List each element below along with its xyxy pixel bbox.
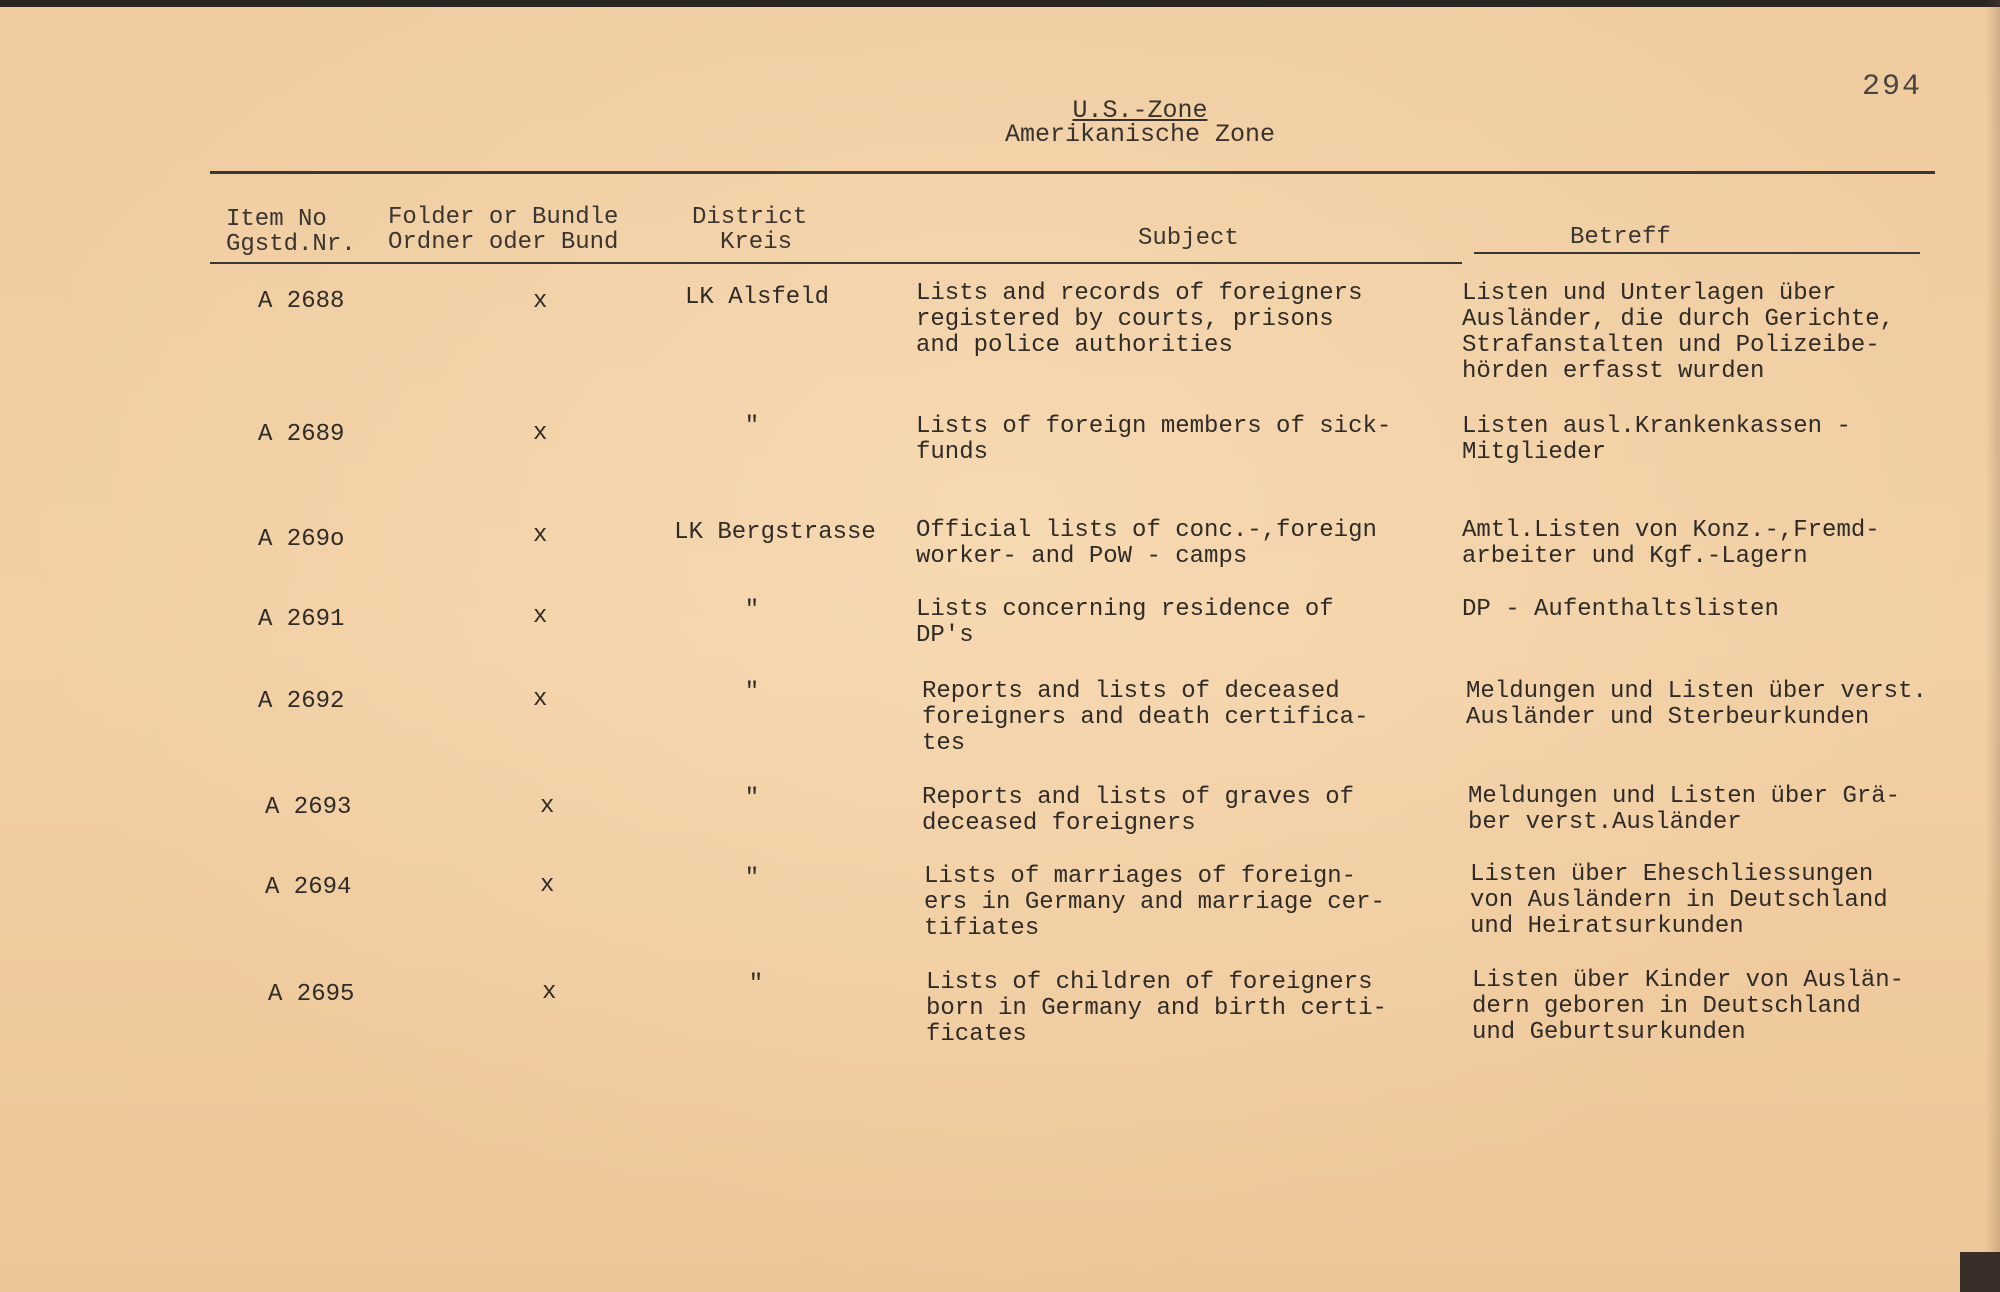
row-district-ditto: " xyxy=(744,679,760,706)
row-subject-line: funds xyxy=(916,439,989,466)
row-betreff-line: arbeiter und Kgf.-Lagern xyxy=(1462,543,1808,570)
row-district-ditto: " xyxy=(744,597,760,624)
row-betreff-line: Ausländer, die durch Gerichte, xyxy=(1462,306,1895,333)
row-district-ditto: " xyxy=(744,785,760,812)
row-subject-line: Lists of children of foreigners xyxy=(926,969,1373,996)
row-betreff-line: hörden erfasst wurden xyxy=(1462,358,1765,385)
row-folder-mark: x xyxy=(540,872,555,899)
row-subject-line: tifiates xyxy=(924,915,1040,942)
header-item-no-en: Item No xyxy=(226,206,327,233)
row-subject-line: Official lists of conc.-,foreign xyxy=(916,517,1377,544)
header-subject: Subject xyxy=(1138,225,1239,252)
row-betreff-line: DP - Aufenthaltslisten xyxy=(1462,596,1779,623)
row-folder-mark: x xyxy=(533,603,548,630)
row-item-number: A 2689 xyxy=(258,421,345,448)
row-betreff-line: Strafanstalten und Polizeibe- xyxy=(1462,332,1880,359)
row-item-number: A 2693 xyxy=(265,794,352,821)
row-item-number: A 2691 xyxy=(258,606,345,633)
row-betreff-line: Listen über Eheschliessungen xyxy=(1470,861,1874,888)
row-subject-line: Reports and lists of graves of xyxy=(922,784,1355,811)
zone-title-de: Amerikanische Zone xyxy=(1004,120,1276,149)
row-subject-line: and police authorities xyxy=(916,332,1233,359)
row-item-number: A 2694 xyxy=(265,874,352,901)
row-betreff-line: Meldungen und Listen über verst. xyxy=(1466,678,1927,705)
row-subject-line: registered by courts, prisons xyxy=(916,306,1334,333)
page-corner-shadow xyxy=(1960,1252,2000,1292)
row-betreff-line: Listen ausl.Krankenkassen - xyxy=(1462,413,1851,440)
row-district: LK Alsfeld xyxy=(684,284,830,311)
top-dark-edge xyxy=(0,0,2000,7)
header-betreff: Betreff xyxy=(1570,224,1671,251)
row-betreff-line: Listen und Unterlagen über xyxy=(1462,280,1837,307)
row-district-ditto: " xyxy=(744,865,760,892)
row-betreff-line: und Geburtsurkunden xyxy=(1472,1019,1746,1046)
row-betreff-line: ber verst.Ausländer xyxy=(1468,809,1742,836)
row-betreff-line: Amtl.Listen von Konz.-,Fremd- xyxy=(1462,517,1880,544)
header-district-de: Kreis xyxy=(720,229,793,256)
row-folder-mark: x xyxy=(533,522,548,549)
row-item-number: A 2692 xyxy=(258,688,345,715)
header-folder-en: Folder or Bundle xyxy=(388,204,619,231)
row-district: LK Bergstrasse xyxy=(674,519,876,546)
row-subject-line: foreigners and death certifica- xyxy=(922,704,1369,731)
row-betreff-line: Mitglieder xyxy=(1462,439,1607,466)
betreff-header-underline xyxy=(1474,252,1920,254)
header-item-no-de: Ggstd.Nr. xyxy=(226,231,356,258)
row-betreff-line: und Heiratsurkunden xyxy=(1470,913,1744,940)
header-district-en: District xyxy=(692,204,808,231)
row-subject-line: Reports and lists of deceased xyxy=(922,678,1340,705)
header-folder-de: Ordner oder Bund xyxy=(388,229,619,256)
row-betreff-line: von Ausländern in Deutschland xyxy=(1470,887,1888,914)
row-betreff-line: dern geboren in Deutschland xyxy=(1472,993,1861,1020)
row-subject-line: DP's xyxy=(916,622,974,649)
row-subject-line: ficates xyxy=(926,1021,1027,1048)
row-subject-line: Lists of marriages of foreign- xyxy=(924,863,1357,890)
page-right-edge xyxy=(1986,0,2000,1292)
page-number: 294 xyxy=(1862,70,1923,104)
row-betreff-line: Listen über Kinder von Auslän- xyxy=(1472,967,1905,994)
row-item-number: A 2695 xyxy=(268,981,355,1008)
row-item-number: A 2688 xyxy=(258,288,345,315)
zone-title-en: U.S.-Zone xyxy=(1072,96,1208,125)
row-district-ditto: " xyxy=(748,971,764,998)
row-betreff-line: Ausländer und Sterbeurkunden xyxy=(1466,704,1870,731)
row-district-ditto: " xyxy=(744,413,760,440)
row-subject-line: Lists of foreign members of sick- xyxy=(916,413,1392,440)
row-subject-line: deceased foreigners xyxy=(922,810,1196,837)
column-header-underline xyxy=(210,262,1462,264)
row-subject-line: ers in Germany and marriage cer- xyxy=(924,889,1385,916)
header-divider xyxy=(210,171,1935,174)
row-folder-mark: x xyxy=(540,793,555,820)
row-subject-line: tes xyxy=(922,730,966,757)
row-subject-line: born in Germany and birth certi- xyxy=(926,995,1387,1022)
row-subject-line: Lists and records of foreigners xyxy=(916,280,1363,307)
row-folder-mark: x xyxy=(533,686,548,713)
row-betreff-line: Meldungen und Listen über Grä- xyxy=(1468,783,1901,810)
row-item-number: A 269o xyxy=(258,526,345,553)
row-folder-mark: x xyxy=(533,420,548,447)
row-folder-mark: x xyxy=(542,979,557,1006)
row-folder-mark: x xyxy=(533,288,548,315)
row-subject-line: Lists concerning residence of xyxy=(916,596,1334,623)
row-subject-line: worker- and PoW - camps xyxy=(916,543,1248,570)
